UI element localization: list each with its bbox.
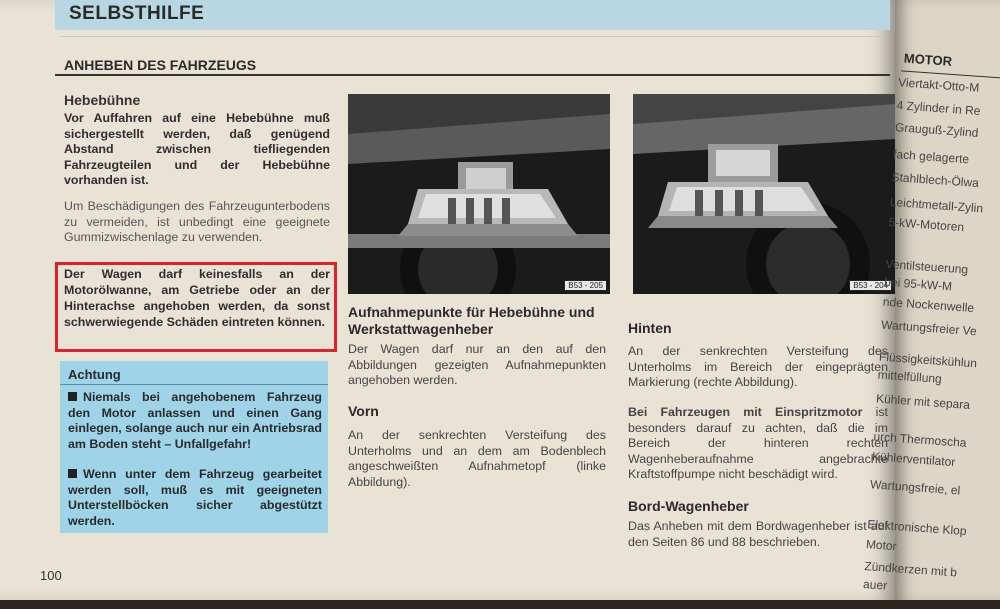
bullet-square-icon: [68, 392, 77, 401]
next-page-item: fach gelagerte: [892, 147, 970, 167]
next-page-item: urch Thermoscha: [873, 429, 967, 450]
bullet-square-icon: [68, 469, 77, 478]
next-page-item: bei 95-kW-M: [883, 274, 953, 294]
next-page-item: auer: [862, 577, 888, 593]
section-rule: [55, 74, 890, 76]
next-page-item: Kühler mit separa: [875, 391, 971, 412]
page-number: 100: [40, 568, 62, 583]
einspritzmotor-bold-lead: Bei Fahrzeugen mit Einspritzmotor: [628, 405, 863, 419]
next-page-item: mittelfüllung: [877, 367, 943, 386]
next-page-item: Stahlblech-Ölwa: [891, 170, 980, 191]
next-page-item: Motor: [865, 537, 898, 554]
next-page-item: Kühlerventilator: [871, 449, 956, 470]
caution-item: [68, 390, 322, 452]
next-page-item: Leichtmetall-Zylin: [889, 194, 984, 216]
caution-item-text: Niemals bei angehobenem Fahrzeug den Motor anlassen und einen Gang einlegen, solange auch nur ein Antriebsrad am Boden steht – Unfallgefahr!: [68, 390, 322, 451]
next-page-item: Wartungsfreie, el: [869, 477, 961, 498]
paragraph-bord-wagenheber: Das Anheben mit dem Bordwagenheber ist auf den Seiten 86 und 88 beschrieben.: [628, 519, 888, 549]
header-title: SELBSTHILFE: [69, 3, 205, 24]
next-page-item: Zündkerzen mit b: [863, 559, 958, 580]
next-page-item: 5-kW-Motoren: [888, 214, 965, 235]
caution-item-text: Wenn unter dem Fahrzeug gearbeitet werden soll, muß es mit geeigneten Unterstellböcken sicher abgestützt werden.: [68, 467, 322, 528]
paragraph-vorn: An der senkrechten Versteifung des Unterholms und an dem am Bodenblech angeschweißten Aufnahmetopf (linke Abbildung).: [348, 428, 606, 489]
next-page-item: Elektronische Klop: [866, 517, 968, 539]
paragraph-hebebuehne-intro: Vor Auffahren auf eine Hebebühne muß sichergestellt werden, daß genügend Abstand zwischen tiefliegenden Fahrzeugteilen und der Hebebühne vorhanden ist.: [64, 111, 330, 187]
paragraph-hinten: An der senkrechten Versteifung des Unterholms im Bereich der eingeprägten Markierung (rechte Abbildung).: [628, 344, 888, 389]
paragraph-aufnahmepunkte: Der Wagen darf nur an den auf den Abbildungen gezeigten Aufnahmepunkten angehoben werden.: [348, 342, 606, 387]
subhead-hebebuehne: Hebebühne: [64, 92, 141, 108]
paragraph-gummizwischenlage: Um Beschädigungen des Fahrzeugunterbodens zu vermeiden, ist unbedingt eine geeignete Gummizwischenlage zu verwenden.: [64, 199, 330, 244]
figure-front-jack-point: [348, 94, 610, 294]
figure-label: B53 - 205: [564, 280, 607, 291]
next-page-title: MOTOR: [903, 50, 953, 69]
next-page-item: nde Nockenwelle: [882, 294, 975, 316]
next-page-item: Flüssigkeitskühlun: [878, 349, 978, 371]
header-band: [55, 0, 890, 30]
heading-aufnahmepunkte: Aufnahmepunkte für Hebebühne und Werkstattwagenheber: [348, 304, 595, 337]
caution-title: Achtung: [68, 367, 121, 382]
heading-vorn: Vorn: [348, 403, 379, 419]
section-title: ANHEBEN DES FAHRZEUGS: [64, 57, 257, 73]
next-page-item: Viertakt-Otto-M: [897, 75, 980, 95]
figure-rear-jack-point: [633, 94, 895, 294]
next-page-item: Wartungsfreier Ve: [880, 317, 978, 339]
figure-label: B53 - 204: [849, 280, 892, 291]
einspritzmotor-text: ist besonders darauf zu achten, daß die im Bereich der hinteren rechten Wagenheberaufnahme angebrachte Kraftstoffpumpe nicht beschädigt wird.: [628, 405, 888, 481]
heading-hinten: Hinten: [628, 320, 672, 336]
heading-bord-wagenheber: Bord-Wagenheber: [628, 498, 749, 514]
next-page-item: Ventilsteuerung: [885, 256, 969, 277]
caution-divider: [60, 384, 328, 385]
caution-item: [68, 467, 322, 529]
next-page-item: Grauguß-Zylind: [894, 120, 979, 140]
paragraph-einspritzmotor: [628, 405, 888, 483]
warning-text: Der Wagen darf keinesfalls an der Motorölwanne, am Getriebe oder an der Hinterachse angehoben werden, da sonst schwerwiegende Schäden eintreten können.: [64, 267, 330, 329]
header-divider: [60, 36, 880, 37]
next-page-item: 4 Zylinder in Re: [896, 98, 981, 119]
